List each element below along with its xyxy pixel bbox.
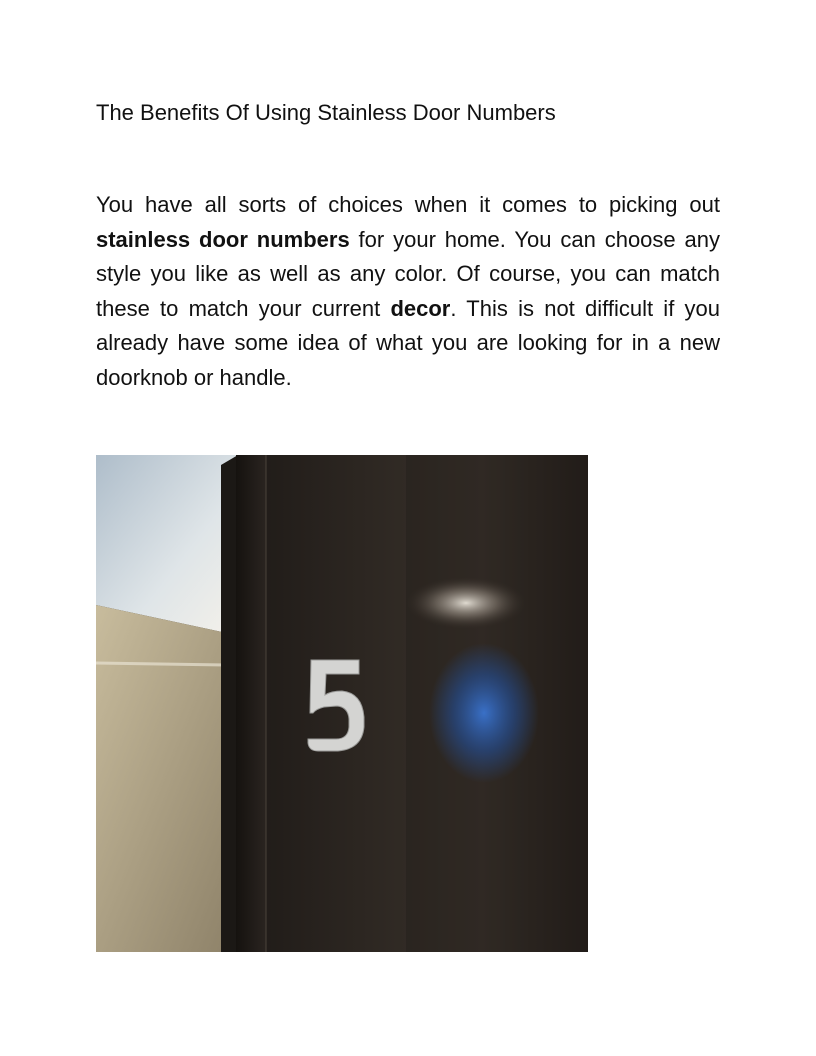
paragraph-text-2: for your home. You can choose any style you like as well as any color. Of course, you can match these to match your current: [96, 226, 720, 321]
paragraph-text-1: You have all sorts of choices when it comes to picking out: [96, 192, 720, 217]
light-reflection: [406, 577, 526, 629]
bold-phrase-stainless-door-numbers: stainless door numbers: [96, 226, 350, 252]
ceiling-area: [96, 455, 236, 635]
bold-phrase-decor: decor: [390, 295, 451, 321]
door-photo-illustration: [96, 455, 588, 952]
blue-reflection: [429, 643, 539, 783]
paragraph-text-3: . This is not difficult if you already have some idea of what you are looking for in a new doorknob or handle.: [96, 295, 720, 390]
document-title: The Benefits Of Using Stainless Door Numbers: [96, 100, 556, 125]
door-number-photo: [96, 455, 588, 952]
door-frame-edge: [221, 455, 238, 952]
body-paragraph: [96, 188, 720, 395]
wall-area: [96, 605, 236, 952]
